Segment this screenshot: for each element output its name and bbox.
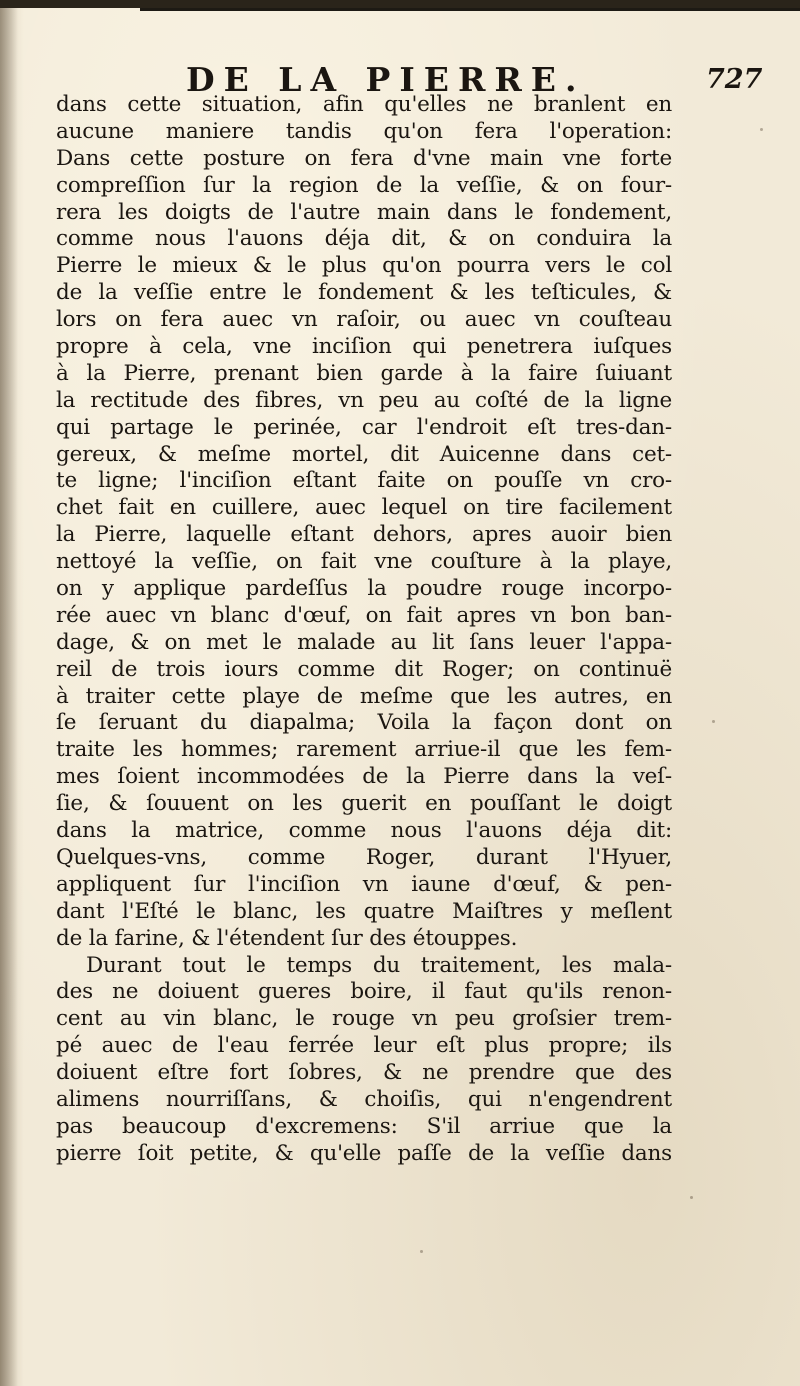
gutter-shadow — [0, 0, 18, 1386]
text-line: gereux, & meſme mortel, dit Auicenne dans cet- — [56, 441, 672, 467]
text-line: rera les doigts de l'autre main dans le fondement, — [56, 199, 672, 225]
text-line: dans cette situation, afin qu'elles ne branlent en — [56, 92, 672, 117]
text-line: compreſſion ſur la region de la veſſie, & on four- — [56, 172, 672, 198]
paper-speck — [690, 1196, 693, 1199]
text-line: reil de trois iours comme dit Roger; on continuë — [56, 656, 672, 682]
text-line: alimens nourriſſans, & choiſis, qui n'engendrent — [56, 1086, 672, 1112]
text-line: ſie, & ſouuent on les guerit en pouſſant le doigt — [56, 791, 672, 817]
text-line: dans la matrice, comme nous l'auons déja dit: — [56, 818, 672, 844]
running-head: DE LA PIERRE. — [186, 60, 586, 99]
text-line: Pierre le mieux & le plus qu'on pourra vers le col — [56, 253, 672, 279]
text-line: traite les hommes; rarement arriue-il que les fem- — [56, 737, 672, 763]
paper-speck — [712, 720, 715, 723]
text-line: la Pierre, laquelle eſtant dehors, apres auoir bien — [56, 522, 672, 548]
text-line: pé auec de l'eau ferrée leur eſt plus propre; ils — [56, 1033, 672, 1059]
text-line: on y applique pardeſſus la poudre rouge incorpo- — [56, 576, 672, 602]
text-line: de la veſſie entre le fondement & les teſticules, & — [56, 280, 672, 306]
text-line: te ligne; l'inciſion eſtant faite on pouſſe vn cro- — [56, 468, 672, 494]
page-number: 727 — [706, 64, 763, 95]
paragraph-start-line: Durant tout le temps du traitement, les mala- — [86, 952, 672, 978]
top-edge — [0, 0, 800, 8]
text-line: lors on fera auec vn raſoir, ou auec vn couſteau — [56, 307, 672, 333]
text-line: comme nous l'auons déja dit, & on conduira la — [56, 226, 672, 252]
text-line: aucune maniere tandis qu'on fera l'operation: — [56, 118, 672, 144]
text-line: mes ſoient incommodées de la Pierre dans la veſ- — [56, 764, 672, 790]
text-line: pierre ſoit petite, & qu'elle paſſe de la veſſie dans — [56, 1140, 672, 1166]
text-line: qui partage le perinée, car l'endroit eſt tres-dan- — [56, 414, 672, 440]
top-rule — [140, 8, 800, 11]
text-line: des ne doiuent gueres boire, il faut qu'ils renon- — [56, 979, 672, 1005]
paper-speck — [760, 128, 763, 131]
text-line: nettoyé la veſſie, on fait vne couſture à la playe, — [56, 549, 672, 575]
text-line: cent au vin blanc, le rouge vn peu groſsier trem- — [56, 1006, 672, 1032]
text-line: Quelques-vns, comme Roger, durant l'Hyuer, — [56, 844, 672, 870]
text-line: dant l'Eſté le blanc, les quatre Maiſtres y meſlent — [56, 898, 672, 924]
text-line: la rectitude des fibres, vn peu au coſté de la ligne — [56, 387, 672, 413]
text-line: à la Pierre, prenant bien garde à la faire ſuiuant — [56, 360, 672, 386]
text-line: à traiter cette playe de meſme que les autres, en — [56, 683, 672, 709]
text-line: chet fait en cuillere, auec lequel on tire facilement — [56, 495, 672, 521]
text-line: doiuent eſtre fort ſobres, & ne prendre que des — [56, 1060, 672, 1086]
paragraph-end-line: de la farine, & l'étendent ſur des étouppes. — [56, 925, 518, 951]
text-line: Dans cette posture on fera d'vne main vne forte — [56, 145, 672, 171]
text-line: pas beaucoup d'excremens: S'il arriue que la — [56, 1113, 672, 1139]
text-line: propre à cela, vne inciſion qui penetrera iuſques — [56, 334, 672, 360]
text-line: appliquent ſur l'inciſion vn iaune d'œuf, & pen- — [56, 871, 672, 897]
text-line: ſe ſeruant du diapalma; Voila la façon dont on — [56, 710, 672, 736]
paper-speck — [420, 1250, 423, 1253]
text-line: dage, & on met le malade au lit ſans leuer l'appa- — [56, 629, 672, 655]
body-text — [56, 92, 672, 1168]
text-line: rée auec vn blanc d'œuf, on fait apres vn bon ban- — [56, 602, 672, 628]
